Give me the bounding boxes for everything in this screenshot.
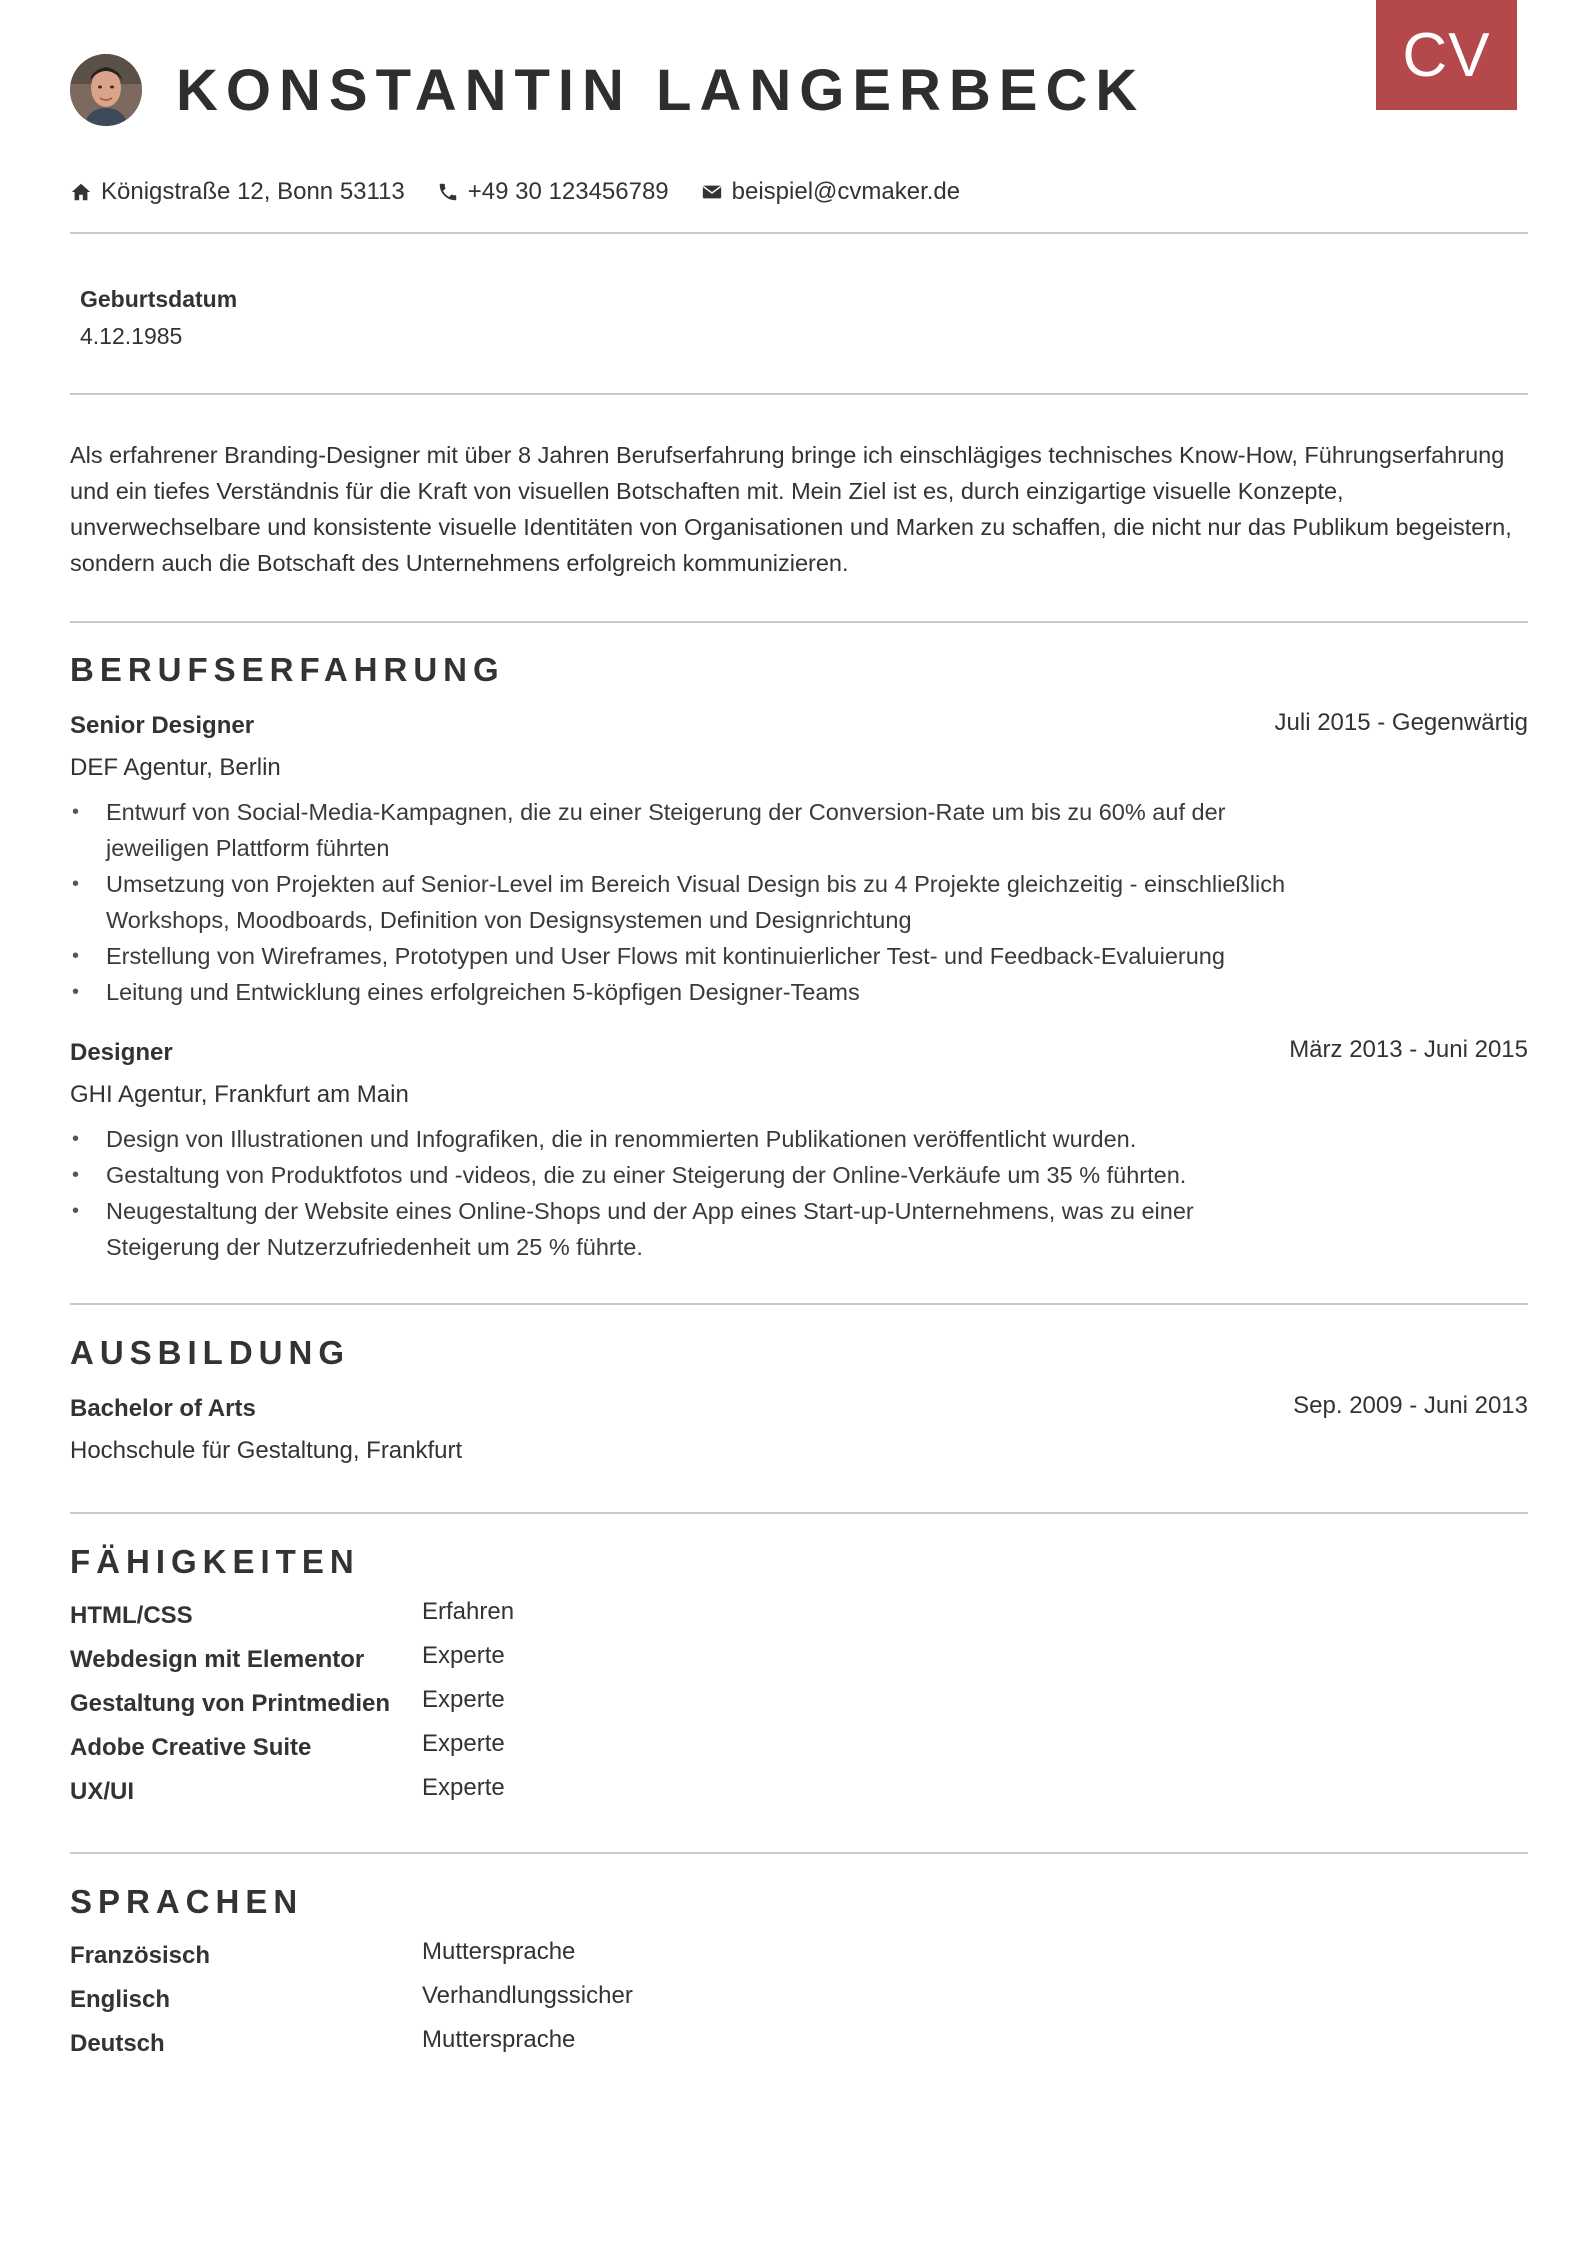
job-date: Juli 2015 - Gegenwärtig [1274,709,1528,736]
home-icon [70,181,92,203]
skill-row [70,1642,970,1686]
language-row [70,1938,970,1982]
section-title-languages: SPRACHEN [70,1883,304,1920]
job-title: Senior Designer [70,712,255,739]
job-company: GHI Agentur, Frankfurt am Main [70,1081,409,1108]
contact-phone [437,178,669,206]
cv-badge [1376,0,1517,110]
contact-line [70,178,992,206]
section-title-skills: FÄHIGKEITEN [70,1543,360,1580]
birthdate-label: Geburtsdatum [80,286,238,312]
skill-row [70,1774,970,1818]
email-text[interactable]: beispiel@cvmaker.de [731,178,961,205]
skill-level: Experte [422,1730,505,1757]
divider [70,232,1528,234]
skill-level: Erfahren [422,1598,515,1625]
language-name: Französisch [70,1942,211,1969]
divider [70,1852,1528,1854]
avatar-photo-icon [70,54,142,126]
divider [70,1512,1528,1514]
language-level: Muttersprache [422,1938,576,1965]
contact-address [70,178,405,206]
list-item: • Entwurf von Social-Media-Kampagnen, die zu einer Steigerung der Conversion-Rate um bis zu 60% auf der jeweiligen Plattform führten [70,794,1310,866]
list-item: • Neugestaltung der Website eines Online-Shops und der App eines Start-up-Unternehmens, was zu einer Steigerung der Nutzerzufriedenheit um 25 % führte. [70,1193,1310,1265]
skill-row [70,1598,970,1642]
section-title-education: AUSBILDUNG [70,1334,350,1371]
list-item: • Erstellung von Wireframes, Prototypen und User Flows mit kontinuierlicher Test- und Feedback-Evaluierung [70,938,1310,974]
language-name: Deutsch [70,2030,165,2057]
skill-row [70,1686,970,1730]
job-entry [70,1036,1528,1265]
list-item: • Umsetzung von Projekten auf Senior-Level im Bereich Visual Design bis zu 4 Projekte gleichzeitig - einschließlich Workshops, Moodboards, Definition von Designsystemen und Designrichtung [70,866,1310,938]
education-date: Sep. 2009 - Juni 2013 [1293,1392,1528,1419]
divider [70,1303,1528,1305]
language-level: Verhandlungssicher [422,1982,633,2009]
address-text: Königstraße 12, Bonn 53113 [101,178,405,205]
list-item: • Leitung und Entwicklung eines erfolgreichen 5-köpfigen Designer-Teams [70,974,1310,1010]
cv-page [70,0,1528,2246]
personal-details [80,286,237,350]
skill-level: Experte [422,1642,505,1669]
skill-row [70,1730,970,1774]
header [70,52,1145,128]
avatar [70,54,142,126]
birthdate-value: 4.12.1985 [80,323,183,349]
job-bullets [70,1121,1310,1265]
phone-text: +49 30 123456789 [467,178,669,205]
skill-level: Experte [422,1774,505,1801]
skill-name: HTML/CSS [70,1602,193,1629]
language-level: Muttersprache [422,2026,576,2053]
job-bullets [70,794,1310,1010]
skill-level: Experte [422,1686,505,1713]
education-entry [70,1392,1528,1465]
skill-name: Webdesign mit Elementor [70,1646,365,1673]
languages-list [70,1938,970,2070]
skill-name: UX/UI [70,1778,135,1805]
skill-name: Adobe Creative Suite [70,1734,312,1761]
job-company: DEF Agentur, Berlin [70,754,281,781]
job-title: Designer [70,1039,173,1066]
contact-email [701,178,960,206]
full-name: KONSTANTIN LANGERBECK [176,57,1146,123]
divider [70,393,1528,395]
language-name: Englisch [70,1986,171,2013]
degree: Bachelor of Arts [70,1395,256,1422]
school: Hochschule für Gestaltung, Frankfurt [70,1437,463,1464]
skill-name: Gestaltung von Printmedien [70,1690,391,1717]
skills-list [70,1598,970,1818]
list-item: • Gestaltung von Produktfotos und -videos, die zu einer Steigerung der Online-Verkäufe um 35 % führten. [70,1157,1310,1193]
cv-badge-label: CV [1376,0,1517,110]
language-row [70,1982,970,2026]
job-entry [70,709,1528,1010]
phone-icon [437,181,459,203]
divider [70,621,1528,623]
list-item: • Design von Illustrationen und Infografiken, die in renommierten Publikationen veröffentlicht wurden. [70,1121,1310,1157]
section-title-experience: BERUFSERFAHRUNG [70,651,505,688]
job-date: März 2013 - Juni 2015 [1289,1036,1528,1063]
mail-icon [701,181,723,203]
profile-summary: Als erfahrener Branding-Designer mit über 8 Jahren Berufserfahrung bringe ich einschlägiges technisches Know-How, Führungserfahrung und ein tiefes Verständnis für die Kraft von visuellen Botschaften mit. Mein Ziel ist es, durch einzigartige visuelle Konzepte, unverwechselbare und konsistente visuelle Identitäten von Organisationen und Marken zu schaffen, die nicht nur das Publikum begeistern, sondern auch die Botschaft des Unternehmens erfolgreich kommunizieren. [70,442,1512,576]
language-row [70,2026,970,2070]
